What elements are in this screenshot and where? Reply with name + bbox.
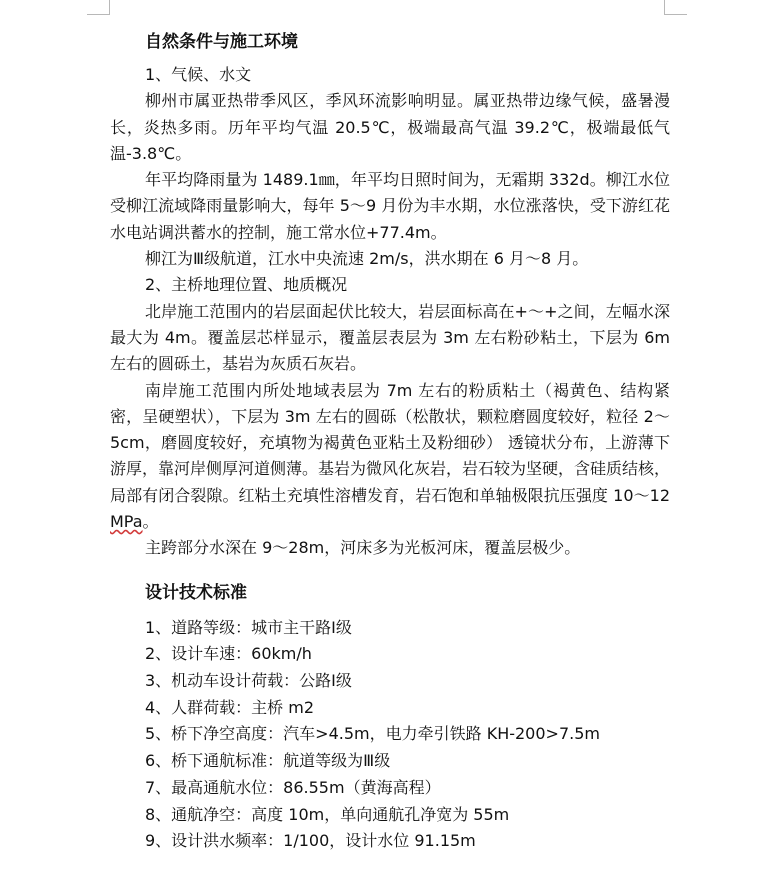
subheading-geology: 2、主桥地理位置、地质概况 — [145, 275, 348, 295]
paragraph-rainfall: 年平均降雨量为 1489.1㎜，年平均日照时间为，无霜期 332d。柳江水位受柳江流域降雨量影响大，每年 5～9 月份为丰水期，水位涨落快，受下游红花水电站调洪蓄水的控制，施工常水位+77.4m。 — [110, 170, 670, 242]
paragraph-south-bank-text: 南岸施工范围内所处地域表层为 7m 左右的粉质粘土（褐黄色、结构紧密，呈硬塑状），下层为 3m 左右的圆砾（松散状，颗粒磨圆度较好，粒径 2～5cm，磨圆度较好，充填物为褐黄色亚粘土及粉细砂） 透镜状分布，上游薄下游厚，靠河岸侧厚河道侧薄。基岩为微风化灰岩，岩石较为坚硬，含硅质结核，局部有闭合裂隙。红粘土充填性溶槽发育，岩石饱和单轴极限抗压强度 10～12 — [110, 380, 671, 505]
paragraph-south-bank — [110, 378, 670, 536]
paragraph-climate: 柳州市属亚热带季风区，季风环流影响明显。属亚热带边缘气候，盛暑漫长，炎热多雨。历年平均气温 20.5℃，极端最高气温 39.2℃，极端最低气温-3.8℃。 — [110, 91, 670, 163]
spellcheck-mark-mpa: MPa — [110, 512, 143, 532]
paragraph-channel: 柳江为Ⅲ级航道，江水中央流速 2m/s，洪水期在 6 月～8 月。 — [145, 249, 589, 269]
list-item: 7、最高通航水位：86.55m（黄海高程） — [145, 777, 441, 797]
list-item: 1、道路等级：城市主干路Ⅰ级 — [145, 617, 352, 637]
design-standards-list — [110, 615, 670, 855]
list-item: 4、人群荷载：主桥 m2 — [145, 697, 315, 717]
list-item: 3、机动车设计荷载：公路Ⅰ级 — [145, 671, 352, 691]
document-body[interactable] — [110, 28, 670, 855]
list-item: 8、通航净空：高度 10m，单向通航孔净宽为 55m — [145, 804, 510, 824]
paragraph-north-bank: 北岸施工范围内的岩层面起伏比较大，岩层面标高在+～+之间，左幅水深最大为 4m。覆盖层芯样显示，覆盖层表层为 3m 左右粉砂粘土，下层为 6m 左右的圆砾土，基岩为灰质石灰岩。 — [110, 301, 670, 374]
list-item: 5、桥下净空高度：汽车>4.5m，电力牵引铁路 KH-200>7.5m — [145, 724, 600, 744]
page-corner-mark-left — [87, 0, 110, 15]
subheading-climate-hydrology: 1、气候、水文 — [145, 65, 252, 84]
list-item: 9、设计洪水频率：1/100，设计水位 91.15m — [145, 831, 476, 851]
paragraph-main-span: 主跨部分水深在 9～28m，河床多为光板河床，覆盖层极少。 — [145, 538, 581, 558]
page-corner-mark-right — [664, 0, 687, 15]
list-item: 2、设计车速：60km/h — [145, 644, 312, 664]
section-heading-natural-conditions: 自然条件与施工环境 — [145, 32, 298, 52]
list-item: 6、桥下通航标准：航道等级为Ⅲ级 — [145, 751, 391, 771]
paragraph-south-bank-end: 。 — [142, 512, 159, 532]
section-heading-design-standards: 设计技术标准 — [145, 582, 247, 603]
